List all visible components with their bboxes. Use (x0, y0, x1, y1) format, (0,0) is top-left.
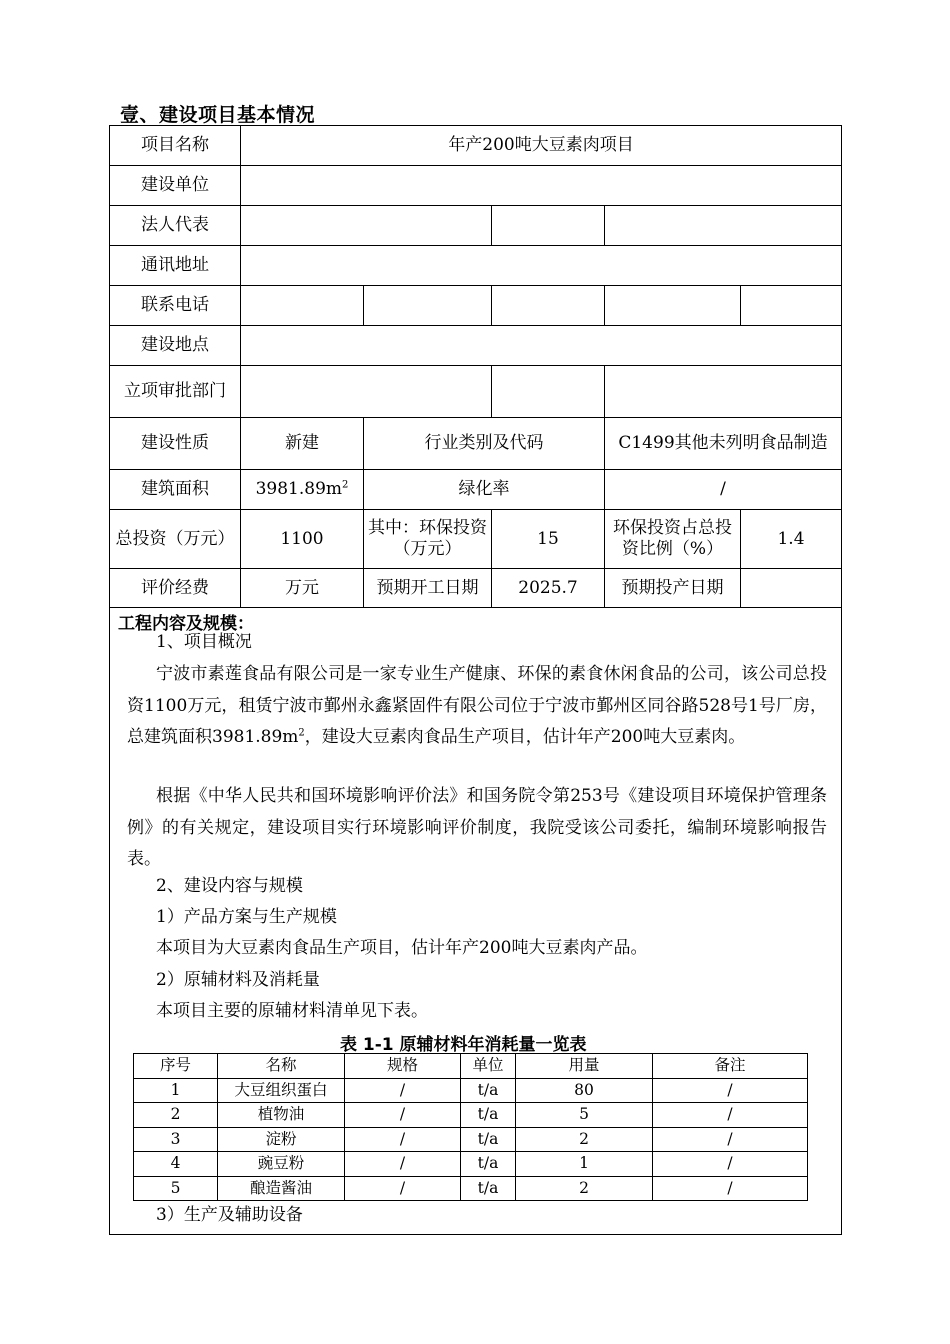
contact-label-empty (492, 206, 605, 246)
contact-value-empty (605, 206, 842, 246)
env-ratio-value: 1.4 (741, 510, 842, 569)
table-row (134, 1152, 808, 1177)
cell: / (345, 1152, 461, 1177)
overview-text-b: ，建设大豆素肉食品生产项目，估计年产200吨大豆素肉。 (304, 727, 746, 747)
phone-value (241, 286, 364, 326)
cell: t/a (461, 1103, 516, 1128)
cell: 5 (516, 1103, 653, 1128)
fee-label: 评价经费 (110, 569, 241, 608)
approval-value (241, 366, 492, 418)
start-date-value: 2025.7 (492, 569, 605, 608)
green-label: 绿化率 (364, 470, 605, 510)
cell: t/a (461, 1127, 516, 1152)
env-ratio-label: 环保投资占总投资比例（%） (605, 510, 741, 569)
approval-label: 立项审批部门 (110, 366, 241, 418)
cell: / (345, 1127, 461, 1152)
cell: 植物油 (218, 1103, 345, 1128)
table-row (134, 1127, 808, 1152)
table-row (134, 1078, 808, 1103)
cell: 5 (134, 1176, 218, 1201)
cell: 2 (516, 1127, 653, 1152)
col-header: 备注 (653, 1054, 808, 1079)
col-header: 名称 (218, 1054, 345, 1079)
nature-label: 建设性质 (110, 418, 241, 470)
section-2-1-title: 1）产品方案与生产规模 (156, 907, 337, 927)
cell: / (345, 1176, 461, 1201)
address-value (241, 246, 842, 286)
cell: 3 (134, 1127, 218, 1152)
cell: / (653, 1152, 808, 1177)
cell: / (653, 1127, 808, 1152)
legal-rep-value (241, 206, 492, 246)
cell: 2 (516, 1176, 653, 1201)
industry-label: 行业类别及代码 (364, 418, 605, 470)
col-header: 单位 (461, 1054, 516, 1079)
nature-value: 新建 (241, 418, 364, 470)
fee-value: 万元 (241, 569, 364, 608)
materials-table-caption: 表 1-1 原辅材料年消耗量一览表 (340, 1035, 587, 1055)
product-paragraph: 本项目为大豆素肉食品生产项目，估计年产200吨大豆素肉产品。 (156, 938, 648, 958)
cell: / (653, 1176, 808, 1201)
cell: / (345, 1078, 461, 1103)
prod-date-value (741, 569, 842, 608)
postcode-label-empty (605, 286, 741, 326)
postcode-value-empty (741, 286, 842, 326)
approval-no-value-empty (605, 366, 842, 418)
cell: 4 (134, 1152, 218, 1177)
section-1-title: 1、项目概况 (156, 632, 252, 652)
overview-paragraph (127, 659, 827, 754)
phone-label: 联系电话 (110, 286, 241, 326)
basic-info-table (109, 125, 842, 608)
law-paragraph: 根据《中华人民共和国环境影响评价法》和国务院令第253号《建设项目环境保护管理条例》的有关规定，建设项目实行环境影响评价制度，我院受该公司委托，编制环境影响报告表。 (127, 786, 827, 869)
area-value (241, 470, 364, 510)
env-invest-label: 其中：环保投资（万元） (364, 510, 492, 569)
area-unit-sup: 2 (342, 479, 349, 491)
table-row (134, 1103, 808, 1128)
cell: 2 (134, 1103, 218, 1128)
approval-no-label-empty (492, 366, 605, 418)
cell: 1 (134, 1078, 218, 1103)
start-date-label: 预期开工日期 (364, 569, 492, 608)
env-invest-value: 15 (492, 510, 605, 569)
industry-value: C1499其他未列明食品制造 (605, 418, 842, 470)
fax-value-empty (492, 286, 605, 326)
invest-value: 1100 (241, 510, 364, 569)
address-label: 通讯地址 (110, 246, 241, 286)
page-title: 壹、建设项目基本情况 (120, 104, 316, 126)
section-2-3-title: 3）生产及辅助设备 (156, 1205, 303, 1225)
project-name-label: 项目名称 (110, 126, 241, 166)
green-value: / (605, 470, 842, 510)
materials-intro: 本项目主要的原辅材料清单见下表。 (156, 1001, 428, 1021)
cell: 豌豆粉 (218, 1152, 345, 1177)
cell: 酿造酱油 (218, 1176, 345, 1201)
col-header: 序号 (134, 1054, 218, 1079)
cell: / (653, 1103, 808, 1128)
cell: 淀粉 (218, 1127, 345, 1152)
prod-date-label: 预期投产日期 (605, 569, 741, 608)
project-name-value: 年产200吨大豆素肉项目 (241, 126, 842, 166)
overview-sup: 2 (298, 727, 305, 739)
col-header: 用量 (516, 1054, 653, 1079)
cell: / (653, 1078, 808, 1103)
col-header: 规格 (345, 1054, 461, 1079)
legal-rep-label: 法人代表 (110, 206, 241, 246)
cell: t/a (461, 1152, 516, 1177)
invest-label: 总投资（万元） (110, 510, 241, 569)
section-2-2-title: 2）原辅材料及消耗量 (156, 970, 320, 990)
site-label: 建设地点 (110, 326, 241, 366)
table-row (134, 1176, 808, 1201)
builder-value (241, 166, 842, 206)
area-label: 建筑面积 (110, 470, 241, 510)
materials-table (133, 1053, 808, 1201)
materials-header-row (134, 1054, 808, 1079)
section-2-title: 2、建设内容与规模 (156, 876, 303, 896)
cell: t/a (461, 1078, 516, 1103)
cell: 大豆组织蛋白 (218, 1078, 345, 1103)
content-heading: 工程内容及规模： (118, 614, 254, 634)
builder-label: 建设单位 (110, 166, 241, 206)
cell: t/a (461, 1176, 516, 1201)
fax-label-empty (364, 286, 492, 326)
overview-text-a: 宁波市素莲食品有限公司是一家专业生产健康、环保的素食休闲食品的公司，该公司总投资1100万元，租赁宁波市鄞州永鑫紧固件有限公司位于宁波市鄞州区同谷路528号1号厂房，总建筑面积3981.89m (127, 664, 827, 747)
cell: 80 (516, 1078, 653, 1103)
site-value (241, 326, 842, 366)
area-number: 3981.89m (255, 479, 343, 499)
cell: / (345, 1103, 461, 1128)
cell: 1 (516, 1152, 653, 1177)
